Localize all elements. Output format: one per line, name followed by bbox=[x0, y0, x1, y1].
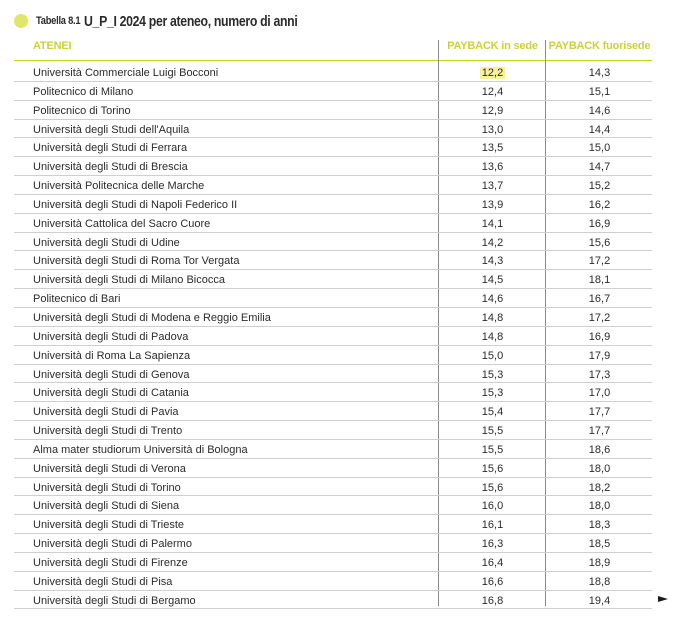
payback-fuorisede-value: 15,0 bbox=[588, 142, 611, 155]
payback-fuorisede-value: 15,6 bbox=[588, 236, 611, 249]
ateneo-name: Università degli Studi di Milano Bicocca bbox=[33, 274, 225, 287]
payback-in-sede-cell bbox=[441, 538, 544, 550]
payback-in-sede-value: 15,3 bbox=[481, 387, 504, 400]
ateneo-name: Università degli Studi di Roma Tor Vergata bbox=[33, 255, 240, 268]
payback-in-sede-value: 16,6 bbox=[481, 575, 504, 588]
payback-in-sede-cell bbox=[441, 350, 544, 362]
column-header-atenei: ATENEI bbox=[33, 40, 72, 52]
payback-fuorisede-value: 18,0 bbox=[588, 500, 611, 513]
payback-fuorisede-value: 17,3 bbox=[588, 368, 611, 381]
payback-fuorisede-value: 17,7 bbox=[588, 425, 611, 438]
table-row bbox=[14, 496, 652, 515]
payback-in-sede-cell bbox=[441, 105, 544, 117]
payback-in-sede-cell bbox=[441, 557, 544, 569]
payback-in-sede-value: 16,0 bbox=[481, 500, 504, 513]
table-row bbox=[14, 534, 652, 553]
table-row bbox=[14, 176, 652, 195]
table-row bbox=[14, 478, 652, 497]
payback-in-sede-cell bbox=[441, 161, 544, 173]
table-title-row bbox=[14, 11, 344, 31]
ateneo-name: Università degli Studi di Palermo bbox=[33, 538, 192, 551]
payback-in-sede-cell bbox=[441, 482, 544, 494]
table-row bbox=[14, 440, 652, 459]
table-number-label: Tabella 8.1 bbox=[36, 15, 81, 27]
payback-fuorisede-value: 18,5 bbox=[588, 538, 611, 551]
payback-fuorisede-value: 16,2 bbox=[588, 198, 611, 211]
payback-in-sede-cell bbox=[441, 500, 544, 512]
payback-in-sede-cell bbox=[441, 425, 544, 437]
table-row bbox=[14, 515, 652, 534]
table-row bbox=[14, 459, 652, 478]
payback-fuorisede-value: 16,7 bbox=[588, 293, 611, 306]
payback-fuorisede-value: 19,4 bbox=[588, 594, 611, 607]
payback-fuorisede-value: 17,2 bbox=[588, 255, 611, 268]
circle-bullet-icon bbox=[14, 14, 28, 28]
payback-in-sede-value: 14,1 bbox=[481, 217, 504, 230]
ateneo-name: Università degli Studi di Modena e Reggio Emilia bbox=[33, 311, 271, 324]
payback-in-sede-value: 16,8 bbox=[481, 594, 504, 607]
payback-in-sede-value: 16,1 bbox=[481, 519, 504, 532]
payback-in-sede-value: 14,3 bbox=[481, 255, 504, 268]
column-header-payback-fuorisede: PAYBACK fuorisede bbox=[548, 40, 651, 52]
payback-fuorisede-value: 15,2 bbox=[588, 180, 611, 193]
payback-in-sede-value: 12,2 bbox=[481, 67, 504, 79]
payback-fuorisede-value: 16,9 bbox=[588, 330, 611, 343]
payback-in-sede-cell bbox=[441, 387, 544, 399]
payback-fuorisede-value: 17,7 bbox=[588, 406, 611, 419]
payback-in-sede-cell bbox=[441, 274, 544, 286]
payback-in-sede-cell bbox=[441, 67, 544, 79]
next-arrow-icon[interactable] bbox=[658, 596, 668, 602]
table-row bbox=[14, 553, 652, 572]
payback-in-sede-value: 16,3 bbox=[481, 538, 504, 551]
payback-in-sede-value: 15,3 bbox=[481, 368, 504, 381]
payback-in-sede-cell bbox=[441, 406, 544, 418]
table-row bbox=[14, 383, 652, 402]
payback-in-sede-value: 13,6 bbox=[481, 161, 504, 174]
table-row bbox=[14, 591, 652, 610]
ateneo-name: Università degli Studi di Trento bbox=[33, 425, 183, 438]
ateneo-name: Università degli Studi di Firenze bbox=[33, 556, 188, 569]
payback-in-sede-cell bbox=[441, 576, 544, 588]
table-row bbox=[14, 82, 652, 101]
payback-in-sede-cell bbox=[441, 444, 544, 456]
payback-fuorisede-value: 18,9 bbox=[588, 556, 611, 569]
table-row bbox=[14, 63, 652, 82]
table-row bbox=[14, 365, 652, 384]
payback-fuorisede-value: 16,9 bbox=[588, 217, 611, 230]
ateneo-name: Università degli Studi di Verona bbox=[33, 462, 186, 475]
ateneo-name: Alma mater studiorum Università di Bologna bbox=[33, 443, 248, 456]
payback-in-sede-cell bbox=[441, 331, 544, 343]
payback-in-sede-value: 13,7 bbox=[481, 180, 504, 193]
ateneo-name: Università degli Studi di Napoli Federico II bbox=[33, 198, 238, 211]
ateneo-name: Politecnico di Bari bbox=[33, 293, 121, 306]
payback-in-sede-value: 15,4 bbox=[481, 406, 504, 419]
ateneo-name: Università degli Studi di Pisa bbox=[33, 575, 173, 588]
payback-in-sede-value: 14,2 bbox=[481, 236, 504, 249]
payback-fuorisede-value: 14,7 bbox=[588, 161, 611, 174]
payback-in-sede-cell bbox=[441, 595, 544, 607]
ateneo-name: Università degli Studi di Catania bbox=[33, 387, 189, 400]
table-row bbox=[14, 572, 652, 591]
ateneo-name: Università degli Studi di Genova bbox=[33, 368, 190, 381]
payback-in-sede-cell bbox=[441, 142, 544, 154]
payback-in-sede-value: 14,6 bbox=[481, 293, 504, 306]
ateneo-name: Università degli Studi di Brescia bbox=[33, 161, 188, 174]
payback-fuorisede-value: 18,6 bbox=[588, 443, 611, 456]
table-row bbox=[14, 308, 652, 327]
payback-fuorisede-value: 18,0 bbox=[588, 462, 611, 475]
ateneo-name: Università degli Studi di Pavia bbox=[33, 406, 179, 419]
payback-in-sede-value: 15,5 bbox=[481, 443, 504, 456]
ateneo-name: Politecnico di Torino bbox=[33, 104, 131, 117]
payback-in-sede-value: 15,5 bbox=[481, 425, 504, 438]
payback-in-sede-cell bbox=[441, 218, 544, 230]
payback-in-sede-cell bbox=[441, 369, 544, 381]
payback-in-sede-value: 13,9 bbox=[481, 198, 504, 211]
table-body bbox=[14, 63, 652, 609]
payback-fuorisede-value: 15,1 bbox=[588, 85, 611, 98]
payback-in-sede-cell bbox=[441, 86, 544, 98]
payback-fuorisede-value: 17,9 bbox=[588, 349, 611, 362]
payback-fuorisede-value: 17,2 bbox=[588, 311, 611, 324]
ateneo-name: Università degli Studi di Siena bbox=[33, 500, 180, 513]
payback-in-sede-cell bbox=[441, 255, 544, 267]
table-row bbox=[14, 195, 652, 214]
payback-fuorisede-value: 18,2 bbox=[588, 481, 611, 494]
payback-in-sede-value: 14,8 bbox=[481, 311, 504, 324]
table-row bbox=[14, 402, 652, 421]
payback-in-sede-cell bbox=[441, 293, 544, 305]
ateneo-name: Università Cattolica del Sacro Cuore bbox=[33, 217, 211, 230]
ateneo-name: Università Politecnica delle Marche bbox=[33, 180, 205, 193]
ateneo-name: Università Commerciale Luigi Bocconi bbox=[33, 67, 219, 79]
payback-in-sede-value: 15,6 bbox=[481, 462, 504, 475]
payback-in-sede-value: 13,0 bbox=[481, 123, 504, 136]
payback-in-sede-value: 12,4 bbox=[481, 85, 504, 98]
payback-fuorisede-value: 18,3 bbox=[588, 519, 611, 532]
table-row bbox=[14, 346, 652, 365]
payback-in-sede-value: 12,9 bbox=[481, 104, 504, 117]
payback-in-sede-cell bbox=[441, 199, 544, 211]
ateneo-name: Università degli Studi di Ferrara bbox=[33, 142, 188, 155]
payback-in-sede-value: 13,5 bbox=[481, 142, 504, 155]
table-row bbox=[14, 421, 652, 440]
payback-in-sede-cell bbox=[441, 237, 544, 249]
table-title: U_P_I 2024 per ateneo, numero di anni bbox=[84, 12, 298, 30]
ateneo-name: Università degli Studi dell'Aquila bbox=[33, 123, 190, 136]
payback-fuorisede-value: 14,3 bbox=[588, 67, 611, 79]
table-row bbox=[14, 120, 652, 139]
table-row bbox=[14, 327, 652, 346]
table-row bbox=[14, 270, 652, 289]
table-row bbox=[14, 101, 652, 120]
table-row bbox=[14, 214, 652, 233]
table-row bbox=[14, 157, 652, 176]
payback-in-sede-cell bbox=[441, 519, 544, 531]
ateneo-name: Università degli Studi di Udine bbox=[33, 236, 180, 249]
ateneo-name: Università degli Studi di Padova bbox=[33, 330, 189, 343]
payback-in-sede-value: 16,4 bbox=[481, 556, 504, 569]
payback-in-sede-cell bbox=[441, 124, 544, 136]
ateneo-name: Università degli Studi di Torino bbox=[33, 481, 181, 494]
column-header-payback-in-sede: PAYBACK in sede bbox=[447, 40, 538, 52]
payback-fuorisede-value: 14,6 bbox=[588, 104, 611, 117]
payback-fuorisede-value: 18,1 bbox=[588, 274, 611, 287]
table-row bbox=[14, 251, 652, 270]
payback-in-sede-cell bbox=[441, 180, 544, 192]
table-row bbox=[14, 138, 652, 157]
payback-in-sede-value: 15,6 bbox=[481, 481, 504, 494]
ateneo-name: Università degli Studi di Trieste bbox=[33, 519, 185, 532]
payback-in-sede-value: 14,8 bbox=[481, 330, 504, 343]
ateneo-name: Politecnico di Milano bbox=[33, 85, 134, 98]
payback-in-sede-value: 14,5 bbox=[481, 274, 504, 287]
ateneo-name: Università degli Studi di Bergamo bbox=[33, 594, 196, 607]
payback-fuorisede-value: 14,4 bbox=[588, 123, 611, 136]
payback-fuorisede-value: 18,8 bbox=[588, 575, 611, 588]
payback-in-sede-cell bbox=[441, 463, 544, 475]
table-header bbox=[14, 38, 652, 61]
ateneo-name: Università di Roma La Sapienza bbox=[33, 349, 191, 362]
payback-fuorisede-value: 17,0 bbox=[588, 387, 611, 400]
table-row bbox=[14, 233, 652, 252]
payback-in-sede-value: 15,0 bbox=[481, 349, 504, 362]
table-row bbox=[14, 289, 652, 308]
payback-in-sede-cell bbox=[441, 312, 544, 324]
